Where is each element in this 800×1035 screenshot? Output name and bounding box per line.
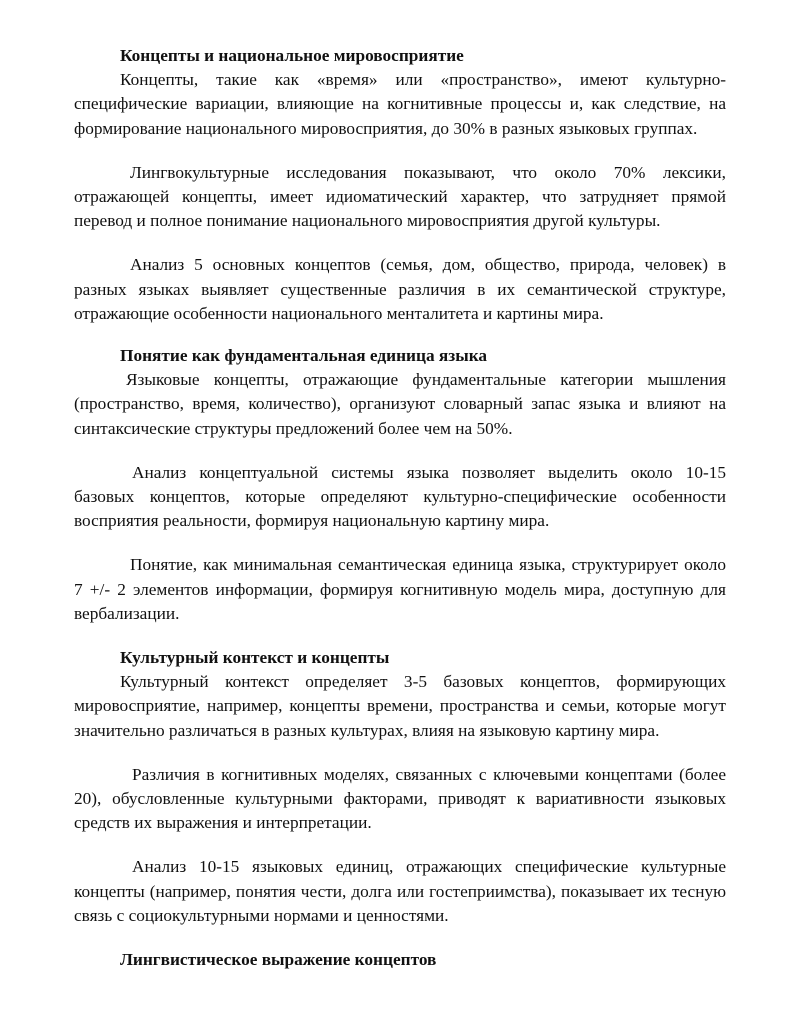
section-heading: Понятие как фундаментальная единица языка xyxy=(120,346,488,366)
section-heading: Лингвистическое выражение концептов xyxy=(120,950,437,970)
paragraph: Понятие, как минимальная семантическая единица языка, структурирует около 7 +/- 2 элементов информации, формируя когнитивную модель мира, доступную для вербализации. xyxy=(74,555,726,623)
document-page xyxy=(74,44,726,972)
paragraph: Анализ 10-15 языковых единиц, отражающих специфические культурные концепты (например, понятия чести, долга или гостеприимства), показывает их тесную связь с социокультурными нормами и ценностями. xyxy=(74,857,726,925)
paragraph: Лингвокультурные исследования показывают, что около 70% лексики, отражающей концепты, имеет идиоматический характер, что затрудняет прямой перевод и полное понимание национального мировосприятия другой культуры. xyxy=(74,162,726,231)
section-heading: Концепты и национальное мировосприятие xyxy=(120,46,464,65)
paragraph: Анализ 5 основных концептов (семья, дом, общество, природа, человек) в разных языках выявляет существенные различия в их семантической структуре, отражающие особенности национального менталитета и картины мира. xyxy=(74,255,726,323)
paragraph: Анализ концептуальной системы языка позволяет выделить около 10-15 базовых концептов, которые определяют культурно-специфические особенности восприятия реальности, формируя национальную картину мира. xyxy=(74,462,726,531)
paragraph: Различия в когнитивных моделях, связанных с ключевыми концептами (более 20), обусловленные культурными факторами, приводят к вариативности языковых средств их выражения и интерпретации. xyxy=(74,764,726,833)
paragraph: Концепты, такие как «время» или «пространство», имеют культурно-специфические вариации, влияющие на когнитивные процессы и, как следствие, на формирование национального мировосприятия, до 30% в разных языковых группах. xyxy=(74,70,726,138)
paragraph: Языковые концепты, отражающие фундаментальные категории мышления (пространство, время, количество), организуют словарный запас языка и влияют на синтаксические структуры предложений более чем на 50%. xyxy=(74,370,726,438)
section-heading: Культурный контекст и концепты xyxy=(120,648,390,668)
paragraph: Культурный контекст определяет 3-5 базовых концептов, формирующих мировосприятие, например, концепты времени, пространства и семьи, которые могут значительно различаться в разных культурах, влияя на языковую картину мира. xyxy=(74,672,726,740)
